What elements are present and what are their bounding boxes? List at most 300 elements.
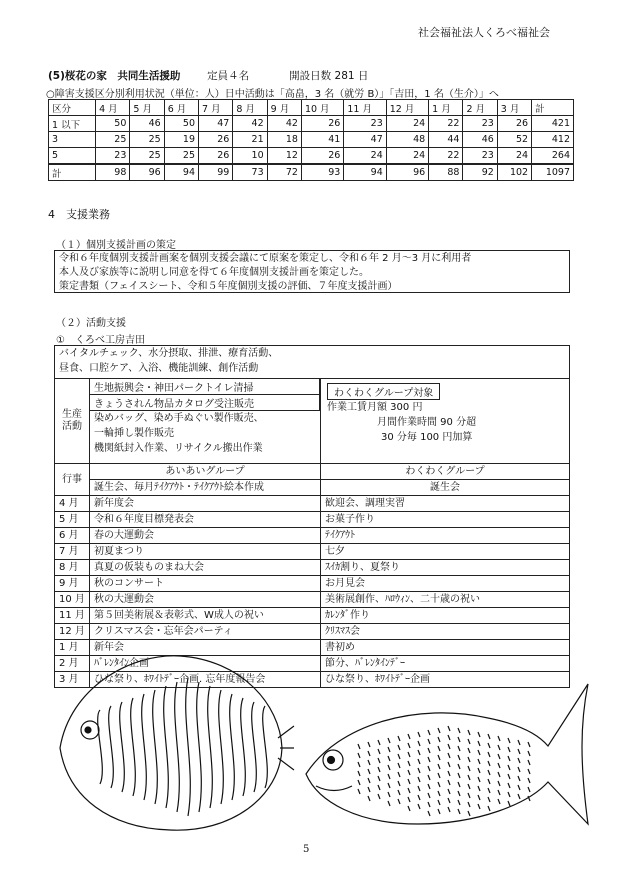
fish-stripe <box>208 686 213 808</box>
fish-scale <box>458 809 460 814</box>
schedule-col-b-sub: 誕生会 <box>321 480 570 496</box>
fish-scale <box>398 799 400 804</box>
usage-header-cell: 2 月 <box>463 100 497 116</box>
usage-cell: 24 <box>497 148 531 165</box>
usage-cell: 24 <box>344 148 386 165</box>
usage-header-cell: 1 月 <box>429 100 463 116</box>
activity-table <box>54 345 570 688</box>
fish-scale <box>518 785 520 790</box>
fish-scale <box>378 776 380 781</box>
fish-scale <box>428 766 430 771</box>
section5-open-days: 開設日数 281 日 <box>289 70 369 82</box>
usage-cell: 41 <box>301 132 343 148</box>
left-fish-drawing <box>50 648 296 838</box>
activity-heading: （２）活動支援 <box>56 318 126 329</box>
fish-scale <box>438 728 440 733</box>
usage-cell: 52 <box>497 132 531 148</box>
schedule-a-event: 秋の大運動会 <box>90 592 321 608</box>
fish-scale <box>388 747 390 752</box>
production-label: 生産活動 <box>55 379 90 464</box>
fish-scale <box>488 779 490 784</box>
fish-stripe <box>153 690 158 804</box>
usage-row <box>49 116 574 132</box>
usage-cell: 3 <box>49 132 96 148</box>
usage-header-cell: 7 月 <box>199 100 233 116</box>
fish-scale <box>428 802 430 807</box>
usage-header-cell: 9 月 <box>267 100 301 116</box>
schedule-row <box>55 592 570 608</box>
fish-scale <box>408 788 410 793</box>
wage-line: 30 分毎 100 円加算 <box>381 432 473 443</box>
fish-stripe <box>142 694 147 800</box>
usage-cell: 計 <box>49 164 96 181</box>
fish-stripe <box>219 690 224 804</box>
fish-scale <box>438 791 440 796</box>
schedule-month: 8 月 <box>55 560 90 576</box>
schedule-b-event: ﾃｲｸｱｳﾄ <box>321 528 570 544</box>
fish-scale <box>388 765 390 770</box>
fish-scale <box>398 754 400 759</box>
fish-scale <box>488 788 490 793</box>
fish-scale <box>518 758 520 763</box>
fish-scale <box>428 757 430 762</box>
usage-row <box>49 148 574 165</box>
fish-scale <box>468 775 470 780</box>
schedule-b-event: ｶﾚﾝﾀﾞ作り <box>321 608 570 624</box>
fish-scale <box>458 755 460 760</box>
fish-scale <box>368 760 370 765</box>
fish-scale <box>478 732 480 737</box>
schedule-a-event: 初夏まつり <box>90 544 321 560</box>
fish-scale <box>488 797 490 802</box>
fish-scale <box>378 794 380 799</box>
fish-scale <box>368 742 370 747</box>
fish-scale <box>468 793 470 798</box>
fish-scale <box>388 774 390 779</box>
usage-note: ○障害支援区分別利用状況（単位：人）日中活動は「高畠，3 名（就労 B）」「吉田，1 名（生介）」へ <box>46 89 499 100</box>
usage-cell: 264 <box>532 148 574 165</box>
fish-scale <box>458 791 460 796</box>
usage-cell: 48 <box>386 132 428 148</box>
usage-cell: 21 <box>233 132 267 148</box>
fish-scale <box>408 761 410 766</box>
fish-scale <box>518 767 520 772</box>
fish-scale <box>458 782 460 787</box>
fish-scale <box>408 770 410 775</box>
schedule-col-a-sub: 誕生会、毎月ﾃｲｸｱｳﾄ・ﾃｲｸｱｳﾄ絵本作成 <box>90 480 321 496</box>
schedule-month: 11 月 <box>55 608 90 624</box>
fish-scale <box>458 728 460 733</box>
schedule-a-event: 新年会 <box>90 640 321 656</box>
fish-scale <box>418 786 420 791</box>
fish-scale <box>368 796 370 801</box>
fish-scale <box>468 802 470 807</box>
usage-cell: 99 <box>199 164 233 181</box>
usage-header-cell: 区分 <box>49 100 96 116</box>
fish-scale <box>458 746 460 751</box>
schedule-month: 5 月 <box>55 512 90 528</box>
wage-line: 作業工賃月額 300 円 <box>327 402 423 413</box>
fish-scale <box>478 741 480 746</box>
usage-cell: 24 <box>386 116 428 132</box>
fish-scale <box>358 744 360 749</box>
schedule-a-event: ひな祭り、ﾎﾜｲﾄﾃﾞｰ企画. 忘年度報告会 <box>90 672 321 688</box>
fish-scale <box>508 738 510 743</box>
fish-scale <box>488 761 490 766</box>
schedule-month: 6 月 <box>55 528 90 544</box>
usage-cell: 47 <box>344 132 386 148</box>
fish-scale <box>468 757 470 762</box>
schedule-b-event: 美術展創作、ﾊﾛｳｨﾝ、二十歳の祝い <box>321 592 570 608</box>
usage-cell: 23 <box>344 116 386 132</box>
section5-number: (5) <box>48 70 65 82</box>
schedule-b-event: 歓迎会、調理実習 <box>321 496 570 512</box>
fish-scale <box>408 797 410 802</box>
fish-scale <box>358 762 360 767</box>
waku-target-label: わくわくグループ対象 <box>327 383 440 400</box>
fish-scale <box>378 785 380 790</box>
usage-cell: 23 <box>463 116 497 132</box>
usage-cell: 72 <box>267 164 301 181</box>
fish-scale <box>478 795 480 800</box>
usage-cell: 19 <box>164 132 198 148</box>
usage-cell: 1097 <box>532 164 574 181</box>
fish-scale <box>428 730 430 735</box>
fish-stripe <box>164 686 169 808</box>
fish-scale <box>508 783 510 788</box>
production-item: 機関紙封入作業、リサイクル搬出作業 <box>94 443 263 454</box>
schedule-row <box>55 576 570 592</box>
schedule-row <box>55 512 570 528</box>
fish-scale <box>378 749 380 754</box>
fish-scale <box>518 776 520 781</box>
fish-scale <box>508 756 510 761</box>
fish-scale <box>448 798 450 803</box>
schedule-a-event: 新年度会 <box>90 496 321 512</box>
fish-scale <box>498 781 500 786</box>
usage-header-cell: 4 月 <box>96 100 130 116</box>
fish-scale <box>438 800 440 805</box>
fish-scale <box>488 734 490 739</box>
fish-scale <box>448 762 450 767</box>
schedule-month: 7 月 <box>55 544 90 560</box>
fish-scale <box>438 755 440 760</box>
schedule-a-event: 第５回美術展＆表彰式、W成人の祝い <box>90 608 321 624</box>
fish-scale <box>498 754 500 759</box>
wage-cell <box>321 379 570 464</box>
usage-cell: 44 <box>429 132 463 148</box>
fish-stripe <box>109 706 114 788</box>
fish-scale <box>448 753 450 758</box>
fish-stripe <box>241 698 246 796</box>
schedule-a-event: クリスマス会・忘年会パーティ <box>90 624 321 640</box>
usage-cell: 42 <box>267 116 301 132</box>
fish-scale <box>418 777 420 782</box>
daily-activities-cell <box>55 346 570 379</box>
fish-scale <box>448 771 450 776</box>
fish-stripe <box>197 682 202 812</box>
fish-scale <box>508 792 510 797</box>
usage-cell: 26 <box>199 132 233 148</box>
section4-heading: 4 支援業務 <box>48 208 110 221</box>
usage-header-cell: 5 月 <box>130 100 164 116</box>
production-item: 染めバッグ、染め手ぬぐい製作販売、 <box>94 413 264 424</box>
schedule-month: 10 月 <box>55 592 90 608</box>
usage-header-cell: 6 月 <box>164 100 198 116</box>
fish-scale <box>478 759 480 764</box>
fish-scale <box>418 804 420 809</box>
fish-stripe <box>230 694 235 800</box>
daily-activities-line: バイタルチェック、水分摂取、排泄、療育活動、 <box>59 348 279 359</box>
fish-scale <box>398 790 400 795</box>
schedule-row <box>55 624 570 640</box>
usage-row <box>49 164 574 181</box>
usage-cell: 26 <box>497 116 531 132</box>
fish-scale <box>358 771 360 776</box>
fish-scale <box>398 736 400 741</box>
fish-scale <box>408 743 410 748</box>
fish-scale <box>488 752 490 757</box>
schedule-b-event: ひな祭り、ﾎﾜｲﾄﾃﾞｰ企画 <box>321 672 570 688</box>
usage-header-cell: 3 月 <box>497 100 531 116</box>
fish-scale <box>408 734 410 739</box>
schedule-row <box>55 544 570 560</box>
fish-scale <box>498 772 500 777</box>
fish-scale <box>408 806 410 811</box>
fish-scale <box>378 767 380 772</box>
fish-scale <box>438 737 440 742</box>
schedule-month: 3 月 <box>55 672 90 688</box>
usage-row <box>49 132 574 148</box>
fish-scale <box>418 759 420 764</box>
production-item: きょうされん物品カタログ受注販売 <box>90 395 320 411</box>
usage-cell: 23 <box>96 148 130 165</box>
usage-cell: 18 <box>267 132 301 148</box>
page-number: 5 <box>303 844 310 855</box>
plan-line: 本人及び家族等に説明し同意を得て６年度個別支援計画を策定した。 <box>59 267 369 278</box>
schedule-b-event: 書初め <box>321 640 570 656</box>
fish-scale <box>478 777 480 782</box>
usage-cell: 5 <box>49 148 96 165</box>
fish-scale <box>448 744 450 749</box>
fish-scale <box>418 750 420 755</box>
fish-scale <box>428 739 430 744</box>
usage-header-cell: 11 月 <box>344 100 386 116</box>
fish-scale <box>408 752 410 757</box>
usage-cell: 12 <box>267 148 301 165</box>
usage-header-cell: 8 月 <box>233 100 267 116</box>
fish-scale <box>488 806 490 811</box>
usage-cell: 25 <box>130 132 164 148</box>
schedule-a-event: 春の大運動会 <box>90 528 321 544</box>
schedule-b-event: 七夕 <box>321 544 570 560</box>
usage-cell: 73 <box>233 164 267 181</box>
fish-scale <box>518 794 520 799</box>
fish-scale <box>508 765 510 770</box>
fish-scale <box>468 766 470 771</box>
fish-scale <box>428 811 430 816</box>
usage-cell: 88 <box>429 164 463 181</box>
fish-scale <box>478 786 480 791</box>
plan-line: 策定書類（フェイスシート、令和５年度個別支援の評価、７年度支援計画） <box>59 281 398 292</box>
section5-title: 桜花の家 共同生活援助 <box>64 70 181 82</box>
usage-cell: 47 <box>199 116 233 132</box>
fish-scale <box>498 745 500 750</box>
fish-scale <box>388 801 390 806</box>
usage-header-cell: 計 <box>532 100 574 116</box>
fish-scale <box>498 736 500 741</box>
fish-scale <box>398 745 400 750</box>
usage-cell: 50 <box>96 116 130 132</box>
schedule-b-event: ｸﾘｽﾏｽ会 <box>321 624 570 640</box>
right-fish-drawing <box>298 674 598 844</box>
fish-scale <box>458 773 460 778</box>
usage-cell: 46 <box>130 116 164 132</box>
fish-scale <box>448 807 450 812</box>
usage-cell: 96 <box>130 164 164 181</box>
fish-scale <box>408 779 410 784</box>
usage-header-cell: 10 月 <box>301 100 343 116</box>
usage-table <box>48 99 574 181</box>
fish-stripe <box>131 698 136 796</box>
usage-cell: 25 <box>96 132 130 148</box>
schedule-a-event: ﾊﾞﾚﾝﾀｲﾝ企画 <box>90 656 321 672</box>
usage-cell: 46 <box>463 132 497 148</box>
schedule-month: 12 月 <box>55 624 90 640</box>
fish-stripe <box>120 702 125 792</box>
usage-cell: 98 <box>96 164 130 181</box>
fish-scale <box>388 756 390 761</box>
fish-scale <box>478 750 480 755</box>
fish-scale <box>368 751 370 756</box>
usage-cell: 25 <box>130 148 164 165</box>
schedule-b-event: お月見会 <box>321 576 570 592</box>
fish-scale <box>438 809 440 814</box>
fish-scale <box>438 773 440 778</box>
schedule-month: 9 月 <box>55 576 90 592</box>
fish-scale <box>378 740 380 745</box>
schedule-month: 2 月 <box>55 656 90 672</box>
fish-scale <box>528 751 530 756</box>
production-item: 一輪挿し製作販売 <box>94 428 174 439</box>
schedule-month: 4 月 <box>55 496 90 512</box>
usage-cell: 94 <box>344 164 386 181</box>
fish-scale <box>478 804 480 809</box>
fish-scale <box>428 793 430 798</box>
plan-box <box>54 250 570 293</box>
fish-scale <box>478 768 480 773</box>
usage-cell: 412 <box>532 132 574 148</box>
fish-stripe <box>98 710 103 784</box>
section5-heading <box>48 68 368 83</box>
fish-scale <box>428 784 430 789</box>
schedule-label: 行事 <box>55 464 90 496</box>
fish-stripe <box>252 702 257 792</box>
usage-cell: 102 <box>497 164 531 181</box>
usage-cell: 26 <box>199 148 233 165</box>
fish-scale <box>388 738 390 743</box>
fish-scale <box>508 747 510 752</box>
fish-scale <box>418 732 420 737</box>
fish-scale <box>368 769 370 774</box>
fish-scale <box>378 758 380 763</box>
usage-cell: 92 <box>463 164 497 181</box>
schedule-b-event: ｽｲｶ割り、夏祭り <box>321 560 570 576</box>
fish-scale <box>448 780 450 785</box>
fish-scale <box>498 799 500 804</box>
schedule-col-a-header: あいあいグループ <box>90 464 321 480</box>
fish-scale <box>528 778 530 783</box>
activity-subheading: ① くろべ工房吉田 <box>56 335 145 346</box>
fish-scale <box>498 763 500 768</box>
production-items-cell <box>90 379 321 464</box>
usage-cell: 421 <box>532 116 574 132</box>
fish-scale <box>528 769 530 774</box>
fish-scale <box>508 801 510 806</box>
fish-scale <box>518 749 520 754</box>
fish-stripe <box>263 706 268 788</box>
fish-scale <box>438 746 440 751</box>
fish-scale <box>428 748 430 753</box>
usage-cell: 24 <box>386 148 428 165</box>
usage-cell: 94 <box>164 164 198 181</box>
usage-cell: 23 <box>463 148 497 165</box>
schedule-b-event: お菓子作り <box>321 512 570 528</box>
fish-scale <box>488 743 490 748</box>
fish-stripe <box>186 678 191 816</box>
fish-scale <box>438 764 440 769</box>
wage-line: 月間作業時間 90 分超 <box>377 417 477 428</box>
usage-header-cell: 12 月 <box>386 100 428 116</box>
fish-scale <box>488 770 490 775</box>
fish-scale <box>388 783 390 788</box>
plan-line: 令和６年度個別支援計画案を個別支援会議にて原案を策定し、令和６年 2 月～3 月に利用者 <box>59 253 472 264</box>
fish-scale <box>398 772 400 777</box>
fish-scale <box>368 787 370 792</box>
fish-scale <box>528 787 530 792</box>
fish-scale <box>418 741 420 746</box>
fish-scale <box>418 768 420 773</box>
usage-cell: 93 <box>301 164 343 181</box>
usage-cell: 96 <box>386 164 428 181</box>
production-item: 生地振興会・神田パークトイレ清掃 <box>90 379 320 395</box>
fish-scale <box>458 764 460 769</box>
fish-scale <box>518 740 520 745</box>
usage-cell: 10 <box>233 148 267 165</box>
fish-scale <box>438 782 440 787</box>
schedule-row <box>55 496 570 512</box>
fish-scale <box>468 811 470 816</box>
usage-cell: 26 <box>301 116 343 132</box>
usage-cell: 26 <box>301 148 343 165</box>
section5-capacity: 定員４名 <box>207 70 250 82</box>
usage-cell: 25 <box>164 148 198 165</box>
daily-activities-line: 昼食、口腔ケア、入浴、機能訓練、創作活動 <box>59 363 259 374</box>
schedule-col-b-header: わくわくグループ <box>321 464 570 480</box>
fish-scale <box>448 789 450 794</box>
schedule-b-event: 節分、ﾊﾞﾚﾝﾀｲﾝﾃﾞｰ <box>321 656 570 672</box>
fish-scale <box>368 778 370 783</box>
fish-scale <box>468 748 470 753</box>
schedule-row <box>55 608 570 624</box>
usage-header-row <box>49 100 574 116</box>
fish-scale <box>468 739 470 744</box>
fish-scale <box>528 742 530 747</box>
fish-scale <box>468 730 470 735</box>
fish-scale <box>448 726 450 731</box>
usage-cell: 1 以下 <box>49 116 96 132</box>
fish-scale <box>358 780 360 785</box>
